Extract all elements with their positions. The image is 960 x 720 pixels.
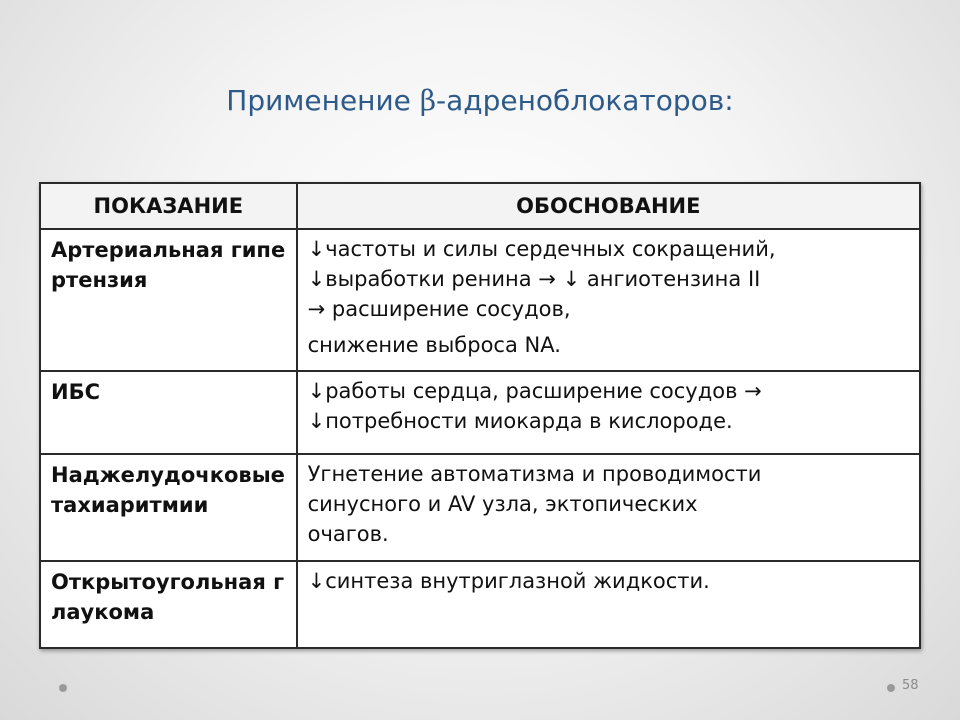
beta-symbol: β bbox=[419, 84, 436, 117]
justification-line: синусного и AV узла, эктопических bbox=[307, 492, 698, 516]
indication-cell: ИБС bbox=[40, 371, 297, 454]
table-row bbox=[40, 454, 920, 561]
slide-title bbox=[0, 84, 960, 117]
justification-line: ↓выработки ренина → ↓ ангиотензина II bbox=[307, 267, 761, 291]
justification-line: ↓работы сердца, расширение сосудов → bbox=[307, 379, 762, 403]
justification-line: → расширение сосудов, bbox=[307, 297, 571, 321]
justification-cell bbox=[297, 561, 920, 648]
header-indication: ПОКАЗАНИЕ bbox=[40, 183, 297, 229]
justification-line: очагов. bbox=[307, 522, 389, 546]
justification-line: Угнетение автоматизма и проводимости bbox=[307, 462, 762, 486]
justification-line: снижение выброса NA. bbox=[307, 333, 561, 357]
indication-cell: Артериальная гипертензия bbox=[40, 229, 297, 371]
justification-cell bbox=[297, 371, 920, 454]
justification-line: ↓частоты и силы сердечных сокращений, bbox=[307, 237, 776, 261]
justification-cell bbox=[297, 454, 920, 561]
table-header-row bbox=[40, 183, 920, 229]
title-prefix: Применение bbox=[226, 84, 420, 117]
title-suffix: -адреноблокаторов: bbox=[436, 84, 734, 117]
justification-line: ↓потребности миокарда в кислороде. bbox=[307, 409, 733, 433]
indications-table bbox=[39, 182, 921, 649]
table-row bbox=[40, 229, 920, 371]
justification-cell bbox=[297, 229, 920, 371]
table-row bbox=[40, 561, 920, 648]
justification-line: ↓синтеза внутриглазной жидкости. bbox=[307, 569, 710, 593]
right-dot-decoration bbox=[887, 684, 895, 692]
indication-cell: Открытоугольная глаукома bbox=[40, 561, 297, 648]
left-dot-decoration bbox=[59, 684, 67, 692]
indication-cell: Наджелудочковые тахиаритмии bbox=[40, 454, 297, 561]
page-number: 58 bbox=[902, 678, 919, 693]
header-justification: ОБОСНОВАНИЕ bbox=[297, 183, 920, 229]
table-row bbox=[40, 371, 920, 454]
